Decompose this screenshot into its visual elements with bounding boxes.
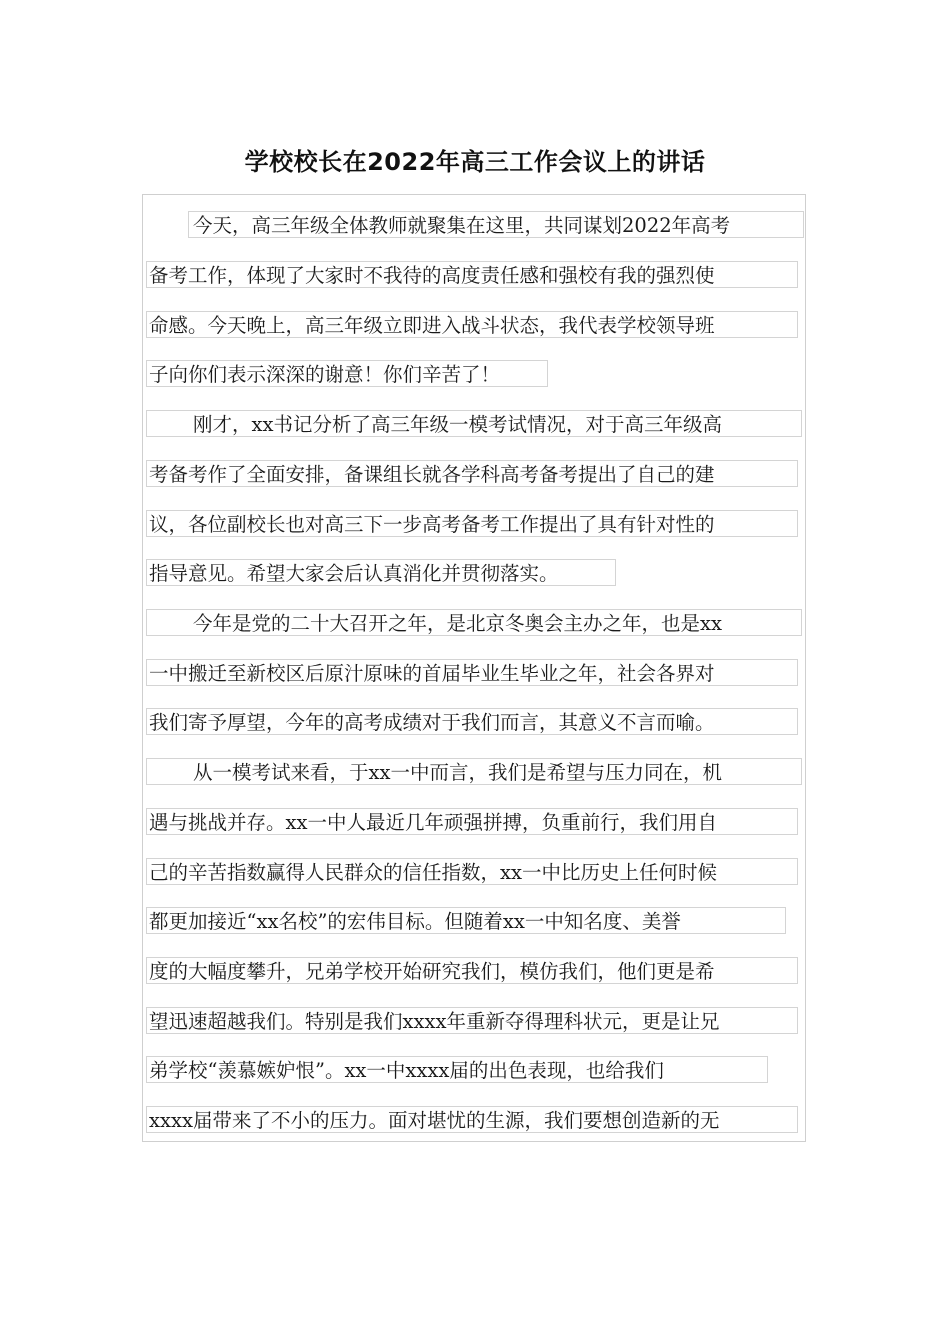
text-line: 指导意见。希望大家会后认真消化并贯彻落实。	[146, 559, 616, 586]
text-line: 度的大幅度攀升，兄弟学校开始研究我们，模仿我们，他们更是希	[146, 957, 798, 984]
text-line: 子向你们表示深深的谢意！你们辛苦了！	[146, 360, 548, 387]
text-line: 刚才，xx书记分析了高三年级一模考试情况，对于高三年级高	[146, 410, 802, 437]
document-title: 学校校长在2022年高三工作会议上的讲话	[244, 148, 706, 176]
text-line: 从一模考试来看，于xx一中而言，我们是希望与压力同在，机	[146, 758, 802, 785]
text-line: 弟学校“羡慕嫉妒恨”。xx一中xxxx届的出色表现，也给我们	[146, 1056, 768, 1083]
text-line: 都更加接近“xx名校”的宏伟目标。但随着xx一中知名度、美誉	[146, 907, 786, 934]
text-line: xxxx届带来了不小的压力。面对堪忧的生源，我们要想创造新的无	[146, 1106, 798, 1133]
text-line: 望迅速超越我们。特别是我们xxxx年重新夺得理科状元，更是让兄	[146, 1007, 798, 1034]
text-line: 遇与挑战并存。xx一中人最近几年顽强拼搏，负重前行，我们用自	[146, 808, 798, 835]
text-line: 己的辛苦指数赢得人民群众的信任指数，xx一中比历史上任何时候	[146, 858, 798, 885]
text-line: 今天，高三年级全体教师就聚集在这里，共同谋划2022年高考	[188, 211, 804, 238]
text-line: 议，各位副校长也对高三下一步高考备考工作提出了具有针对性的	[146, 510, 798, 537]
text-line: 我们寄予厚望，今年的高考成绩对于我们而言，其意义不言而喻。	[146, 708, 798, 735]
text-line: 今年是党的二十大召开之年，是北京冬奥会主办之年，也是xx	[146, 609, 802, 636]
text-line: 命感。今天晚上，高三年级立即进入战斗状态，我代表学校领导班	[146, 311, 798, 338]
text-line: 备考工作，体现了大家时不我待的高度责任感和强校有我的强烈使	[146, 261, 798, 288]
text-line: 一中搬迁至新校区后原汁原味的首届毕业生毕业之年，社会各界对	[146, 659, 798, 686]
text-line: 考备考作了全面安排，备课组长就各学科高考备考提出了自己的建	[146, 460, 798, 487]
